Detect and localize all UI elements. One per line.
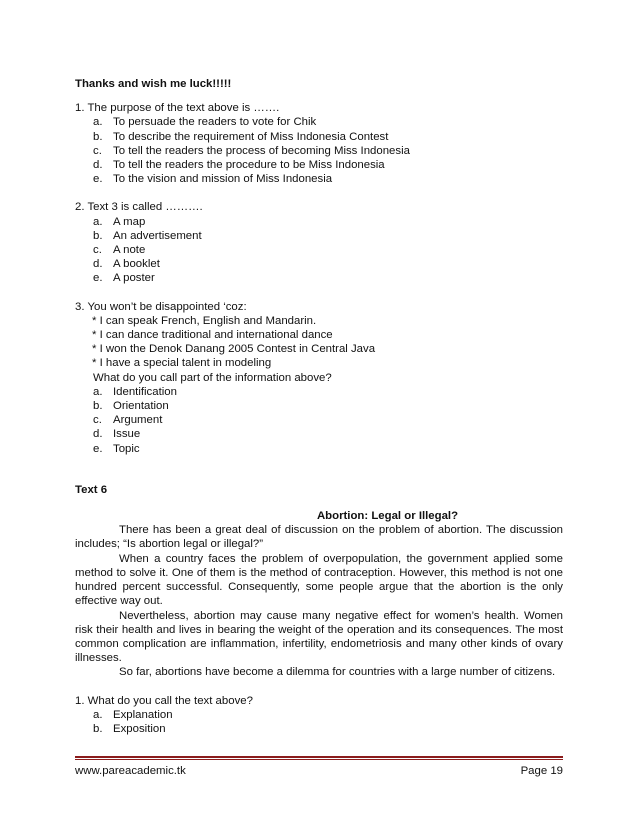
- option-text: Issue: [113, 428, 141, 441]
- option: [75, 115, 563, 129]
- question-stem: 1. The purpose of the text above is …….: [75, 102, 280, 115]
- option-text: Argument: [113, 414, 163, 427]
- talent-point: * I can dance traditional and international dance: [92, 329, 333, 342]
- page-footer: [75, 765, 563, 777]
- question-stem: 2. Text 3 is called ……….: [75, 201, 203, 214]
- document-body: [75, 77, 563, 736]
- option: [75, 399, 563, 413]
- option-text: To tell the readers the procedure to be Miss Indonesia: [113, 159, 385, 172]
- option-letter: d.: [93, 428, 103, 441]
- option: [75, 413, 563, 427]
- option-list: [75, 215, 563, 286]
- closing-line: Thanks and wish me luck!!!!!: [75, 78, 232, 90]
- question-stem: 3. You won’t be disappointed ‘coz:: [75, 300, 247, 313]
- option: [75, 257, 563, 271]
- option-text: To describe the requirement of Miss Indonesia Contest: [113, 130, 389, 143]
- talent-point: * I can speak French, English and Mandarin.: [92, 314, 317, 327]
- option-letter: a.: [93, 215, 103, 228]
- question-1: [75, 101, 563, 186]
- article-paragraph: Nevertheless, abortion may cause many negative effect for women’s health. Women risk their health and lives in bearing the weight of the operation and its consequences. The most common complication are inflammation, infertility, endometriosis and many other kinds of ovary illnesses.: [75, 609, 563, 665]
- option-letter: c.: [93, 144, 102, 157]
- section-heading: Text 6: [75, 483, 108, 496]
- option-letter: a.: [93, 116, 103, 129]
- footer-website: www.pareacademic.tk: [75, 765, 186, 777]
- talent-list: [75, 314, 563, 371]
- option-letter: e.: [93, 272, 103, 285]
- option-list: [75, 385, 563, 456]
- option: [75, 243, 563, 257]
- option: [75, 722, 563, 736]
- option-letter: d.: [93, 159, 103, 172]
- option: [75, 130, 563, 144]
- talent-point: * I won the Denok Danang 2005 Contest in Central Java: [92, 343, 376, 356]
- option: [75, 385, 563, 399]
- option: [75, 229, 563, 243]
- option-text: To the vision and mission of Miss Indonesia: [113, 173, 333, 186]
- option-text: Explanation: [113, 708, 173, 721]
- option-text: An advertisement: [113, 229, 202, 242]
- article-paragraph: There has been a great deal of discussion on the problem of abortion. The discussion includes; “Is abortion legal or illegal?”: [75, 524, 563, 551]
- option: [75, 442, 563, 456]
- footer-rule-thin: [75, 759, 563, 760]
- option-text: Topic: [113, 442, 140, 455]
- talent-point: * I have a special talent in modeling: [92, 357, 272, 370]
- option: [75, 271, 563, 285]
- option-list: [75, 708, 563, 736]
- article-title: Abortion: Legal or Illegal?: [316, 510, 459, 523]
- option-text: Exposition: [113, 722, 166, 735]
- option: [75, 158, 563, 172]
- option-letter: a.: [93, 708, 103, 721]
- option-text: To persuade the readers to vote for Chik: [113, 116, 317, 129]
- option-letter: b.: [93, 400, 103, 413]
- article-paragraph: When a country faces the problem of overpopulation, the government applied some method to solve it. One of them is the method of contraception. However, this method is not one hundred percent successful. Consequently, some people argue that the abortion is the only effective way out.: [75, 552, 563, 608]
- article-paragraph: So far, abortions have become a dilemma for countries with a large number of citizens.: [119, 666, 556, 679]
- option-letter: e.: [93, 173, 103, 186]
- option-list: [75, 115, 563, 186]
- option-text: A map: [113, 215, 146, 228]
- option-letter: b.: [93, 229, 103, 242]
- option-text: To tell the readers the process of becoming Miss Indonesia: [113, 144, 410, 157]
- option-text: Identification: [113, 385, 177, 398]
- page-number: Page 19: [520, 765, 563, 777]
- question-3: [75, 300, 563, 456]
- option: [75, 215, 563, 229]
- option: [75, 172, 563, 186]
- option-text: A poster: [113, 272, 155, 285]
- option: [75, 708, 563, 722]
- option: [75, 144, 563, 158]
- question-text6-1: [75, 694, 563, 737]
- option: [75, 427, 563, 441]
- option-letter: c.: [93, 244, 102, 257]
- question-2: [75, 200, 563, 285]
- question-stem: 1. What do you call the text above?: [75, 694, 253, 707]
- option-text: Orientation: [113, 400, 169, 413]
- option-letter: c.: [93, 414, 102, 427]
- question-prompt: What do you call part of the information above?: [93, 371, 332, 384]
- option-letter: e.: [93, 442, 103, 455]
- option-text: A booklet: [113, 258, 160, 271]
- footer-rule: [75, 756, 563, 758]
- option-letter: b.: [93, 130, 103, 143]
- option-letter: a.: [93, 385, 103, 398]
- option-letter: b.: [93, 722, 103, 735]
- option-text: A note: [113, 244, 146, 257]
- option-letter: d.: [93, 258, 103, 271]
